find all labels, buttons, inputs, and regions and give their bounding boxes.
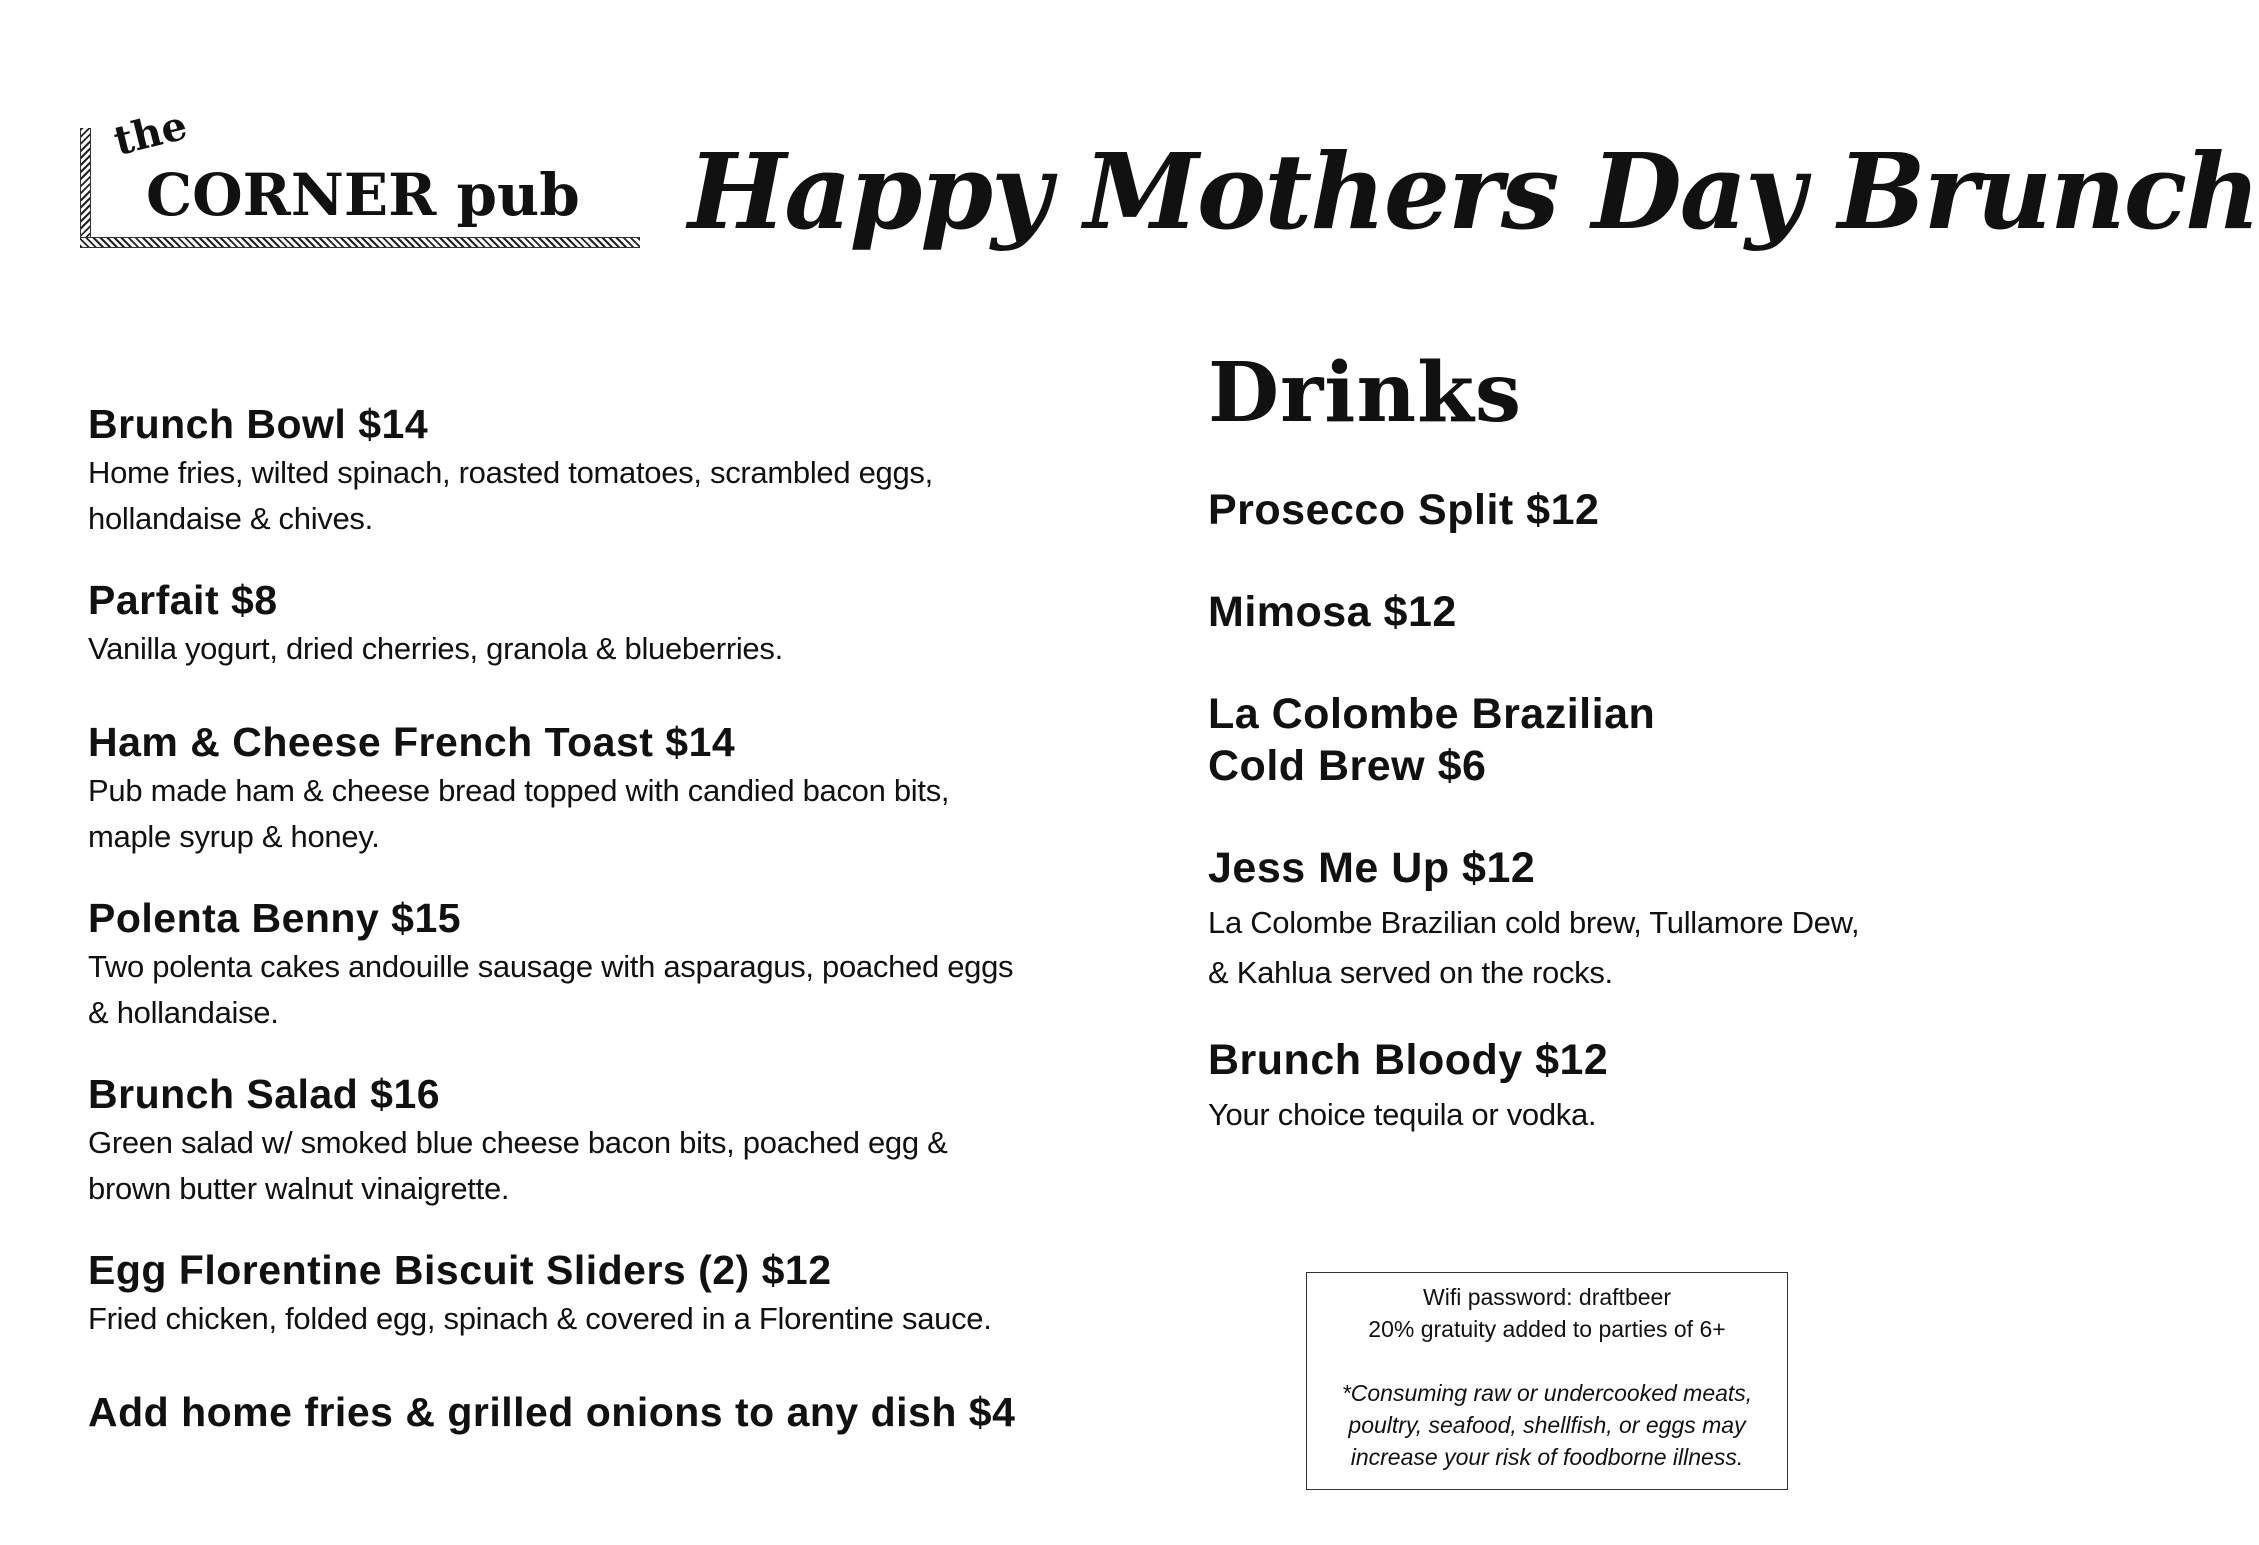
item-description xyxy=(88,944,1108,1036)
drink-title: Mimosa $12 xyxy=(1208,588,1457,636)
food-warning xyxy=(1307,1377,1787,1473)
item-description-line: & hollandaise. xyxy=(88,995,279,1030)
drink-item-jess-me-up xyxy=(1208,842,1948,998)
drink-item-brunch-bloody xyxy=(1208,1034,1948,1140)
drink-title: Brunch Bloody $12 xyxy=(1208,1036,1609,1084)
menu-item-brunch-bowl xyxy=(88,400,1108,542)
item-description-line: hollandaise & chives. xyxy=(88,501,373,536)
addon-note: Add home fries & grilled onions to any dish $4 xyxy=(88,1389,1016,1435)
drink-description-line: La Colombe Brazilian cold brew, Tullamore Dew, xyxy=(1208,905,1860,940)
drink-item-cold-brew xyxy=(1208,688,1948,792)
drink-description-line: & Kahlua served on the rocks. xyxy=(1208,955,1613,990)
item-description xyxy=(88,450,1108,542)
food-warning-line: *Consuming raw or undercooked meats, xyxy=(1341,1380,1753,1406)
item-description-line: Home fries, wilted spinach, roasted tomatoes, scrambled eggs, xyxy=(88,455,933,490)
logo-name-text: CORNER pub xyxy=(146,161,580,229)
item-description-line: Fried chicken, folded egg, spinach & covered in a Florentine sauce. xyxy=(88,1301,992,1336)
item-description-line: brown butter walnut vinaigrette. xyxy=(88,1171,510,1206)
drink-description xyxy=(1208,898,1948,998)
rope-border-horizontal xyxy=(80,237,640,248)
item-description-line: Green salad w/ smoked blue cheese bacon bits, poached egg & xyxy=(88,1125,948,1160)
drink-description xyxy=(1208,1090,1948,1140)
item-description-line: Pub made ham & cheese bread topped with candied bacon bits, xyxy=(88,773,950,808)
food-menu xyxy=(88,400,1108,1436)
wifi-password: Wifi password: draftbeer xyxy=(1423,1284,1671,1310)
item-title: Ham & Cheese French Toast $14 xyxy=(88,719,736,765)
drinks-menu xyxy=(1208,345,1948,1176)
drink-title: Cold Brew $6 xyxy=(1208,742,1487,790)
food-warning-line: increase your risk of foodborne illness. xyxy=(1350,1444,1744,1470)
item-title: Parfait $8 xyxy=(88,577,278,623)
drink-item-mimosa xyxy=(1208,586,1948,638)
menu-item-french-toast xyxy=(88,718,1108,860)
item-description-line: Two polenta cakes andouille sausage with asparagus, poached eggs xyxy=(88,949,1014,984)
item-description-line: Vanilla yogurt, dried cherries, granola & blueberries. xyxy=(88,631,783,666)
item-description xyxy=(88,768,1108,860)
item-title: Brunch Salad $16 xyxy=(88,1071,441,1117)
menu-item-egg-florentine xyxy=(88,1246,1108,1342)
logo-the-text: the xyxy=(109,101,192,165)
drink-title: Jess Me Up $12 xyxy=(1208,844,1536,892)
item-title: Brunch Bowl $14 xyxy=(88,401,429,447)
menu-item-parfait xyxy=(88,576,1108,672)
rope-border-vertical xyxy=(80,128,91,246)
item-title: Egg Florentine Biscuit Sliders (2) $12 xyxy=(88,1247,832,1293)
item-description xyxy=(88,1296,1108,1342)
corner-pub-logo xyxy=(80,101,640,254)
menu-item-brunch-salad xyxy=(88,1070,1108,1212)
menu-headline: Happy Mothers Day Brunch xyxy=(688,130,2259,253)
item-description-line: maple syrup & honey. xyxy=(88,819,380,854)
item-description xyxy=(88,1120,1108,1212)
gratuity-note: 20% gratuity added to parties of 6+ xyxy=(1368,1316,1726,1342)
drink-title: Prosecco Split $12 xyxy=(1208,486,1600,534)
item-title: Polenta Benny $15 xyxy=(88,895,462,941)
drink-title: La Colombe Brazilian xyxy=(1208,690,1656,738)
menu-item-polenta-benny xyxy=(88,894,1108,1036)
info-box xyxy=(1306,1272,1788,1490)
food-warning-line: poultry, seafood, shellfish, or eggs may xyxy=(1348,1412,1746,1438)
item-description xyxy=(88,626,1108,672)
drink-item-prosecco xyxy=(1208,484,1948,536)
drink-description-line: Your choice tequila or vodka. xyxy=(1208,1097,1597,1132)
drinks-heading: Drinks xyxy=(1208,345,1523,441)
